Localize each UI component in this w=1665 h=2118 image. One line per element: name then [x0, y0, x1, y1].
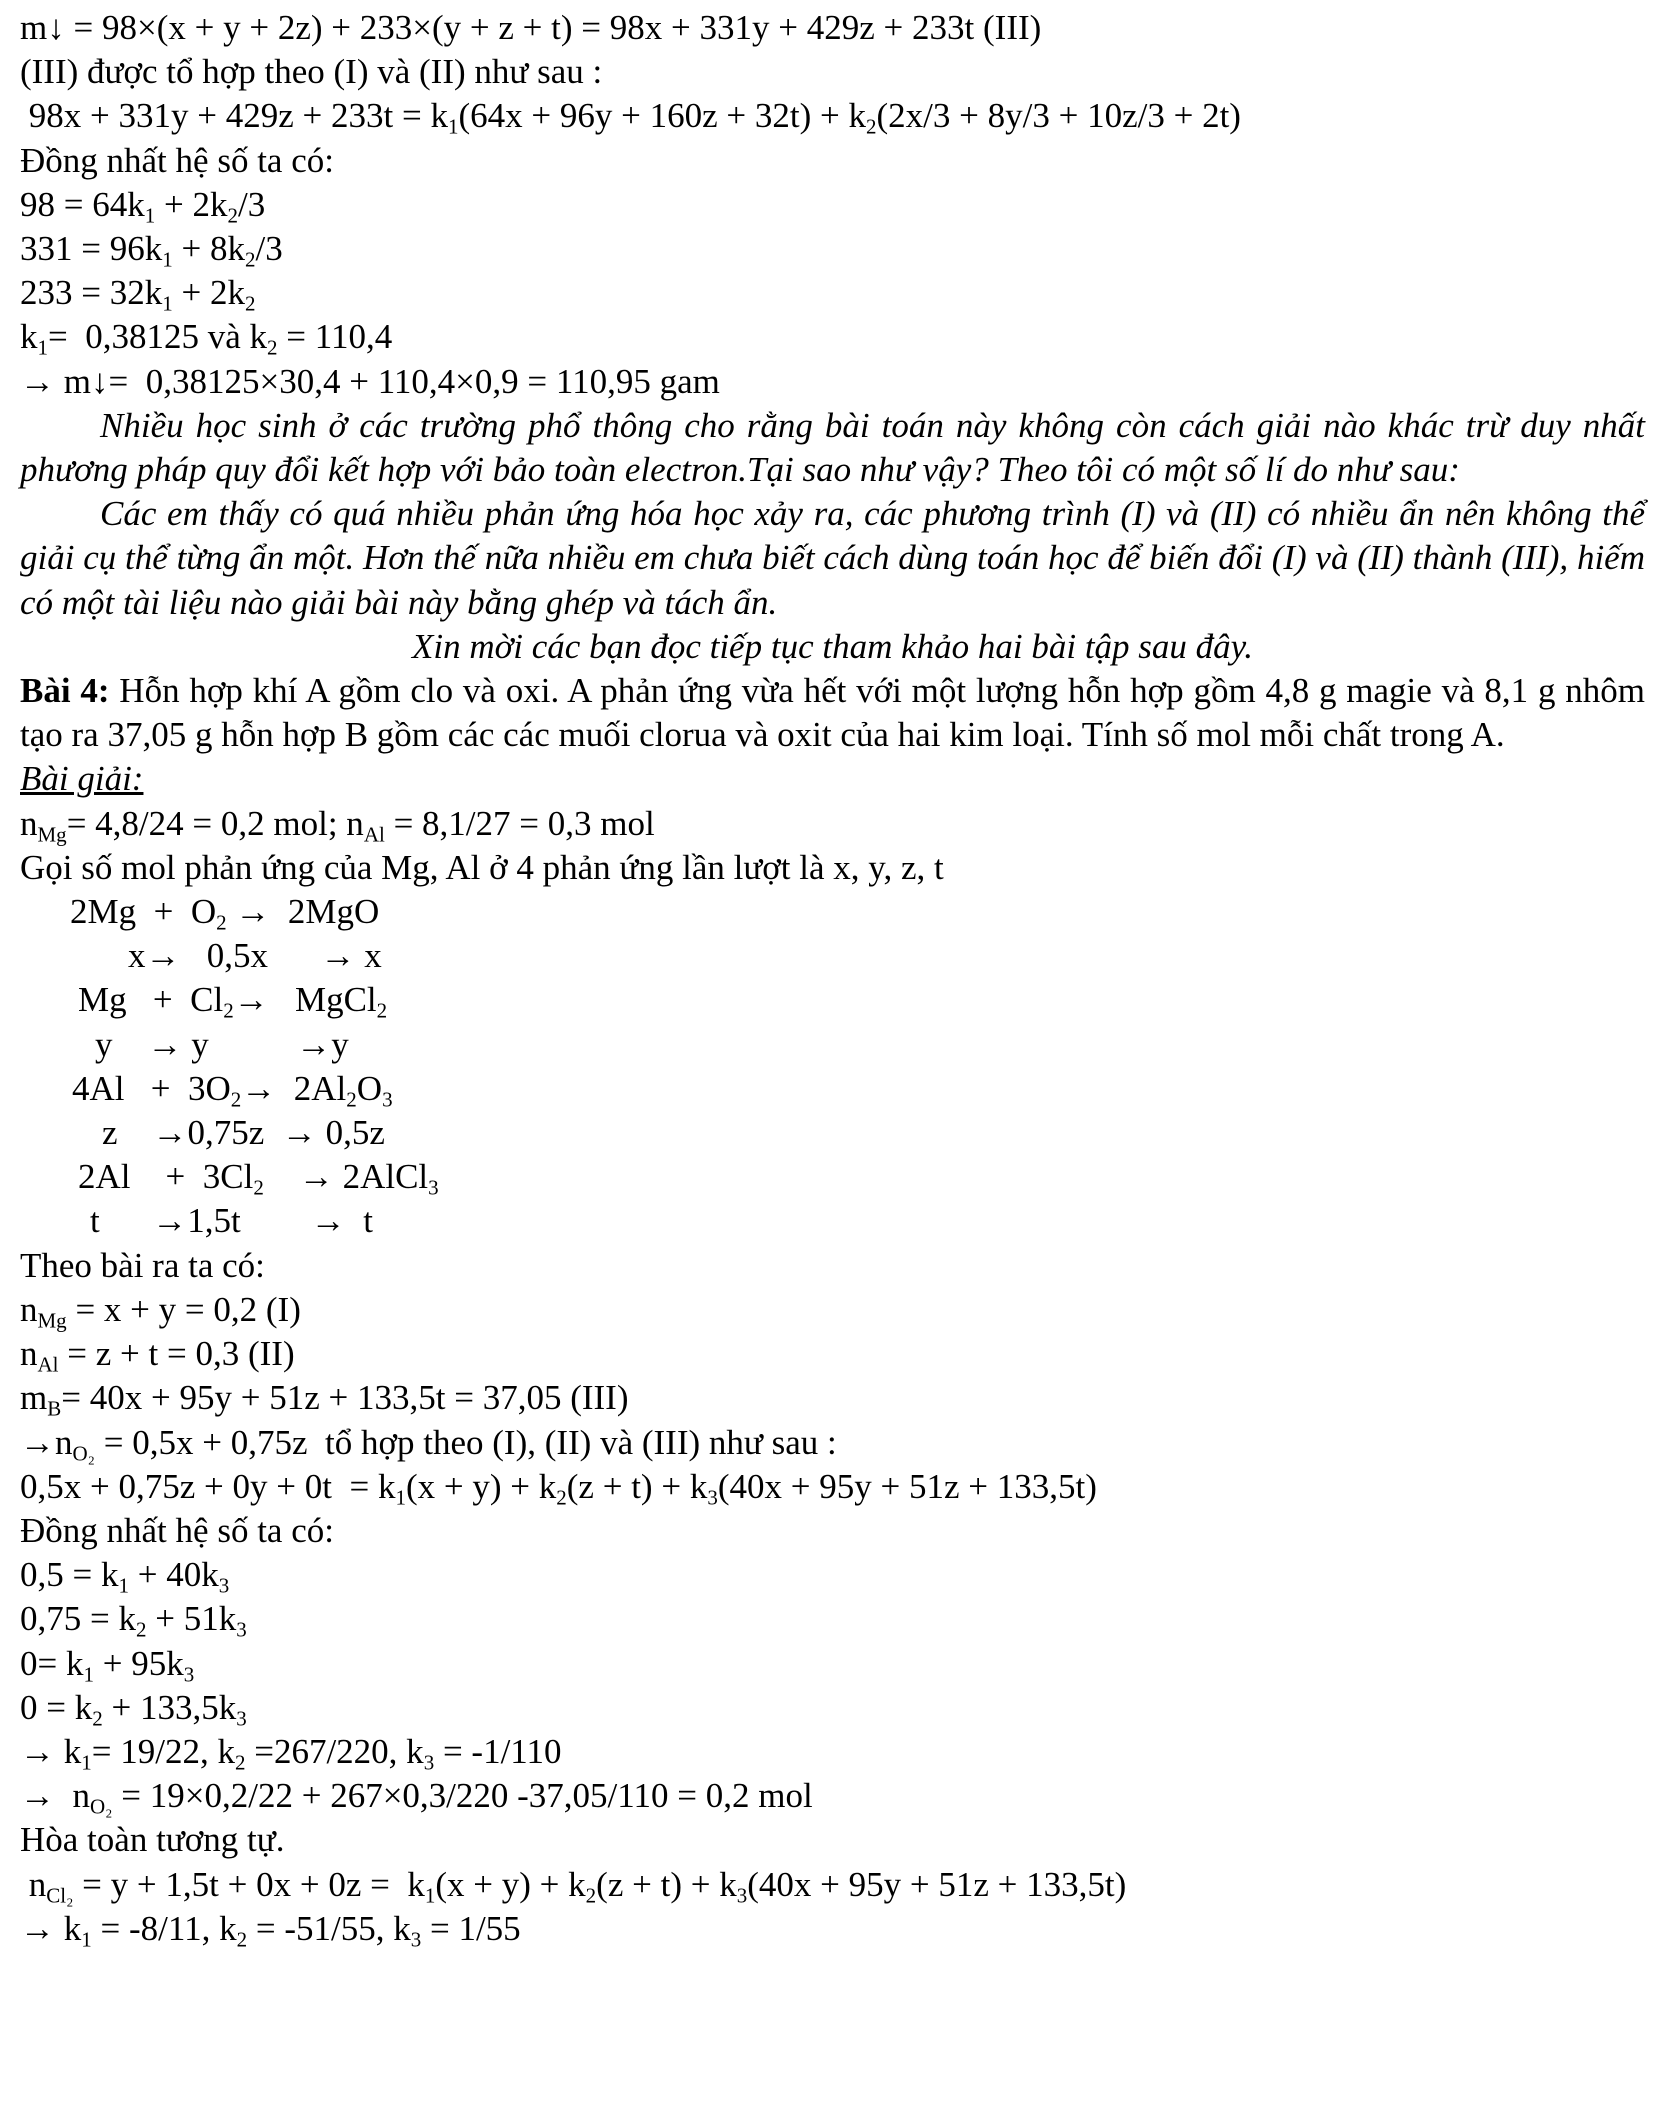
text-line: Hòa toàn tương tự.	[20, 1820, 285, 1860]
italic-paragraph: Nhiều học sinh ở các trường phổ thông cho rằng bài toán này không còn cách giải nào khác trừ duy nhất phương pháp quy đổi kết hợp với bảo toàn electron.Tại sao như vậy? Theo tôi có một số lí do như sau:	[20, 405, 1645, 490]
equation-line: $n_{Cl_2} = y + 1,5t + 0x + 0z = k_1(x + y) + k_2(z + t) + k_3(40x + 95y + 51z + 133,5t)$	[20, 1864, 1127, 1907]
result-line: → m↓= 0,38125×30,4 + 110,4×0,9 = 110,95 gam	[20, 361, 720, 401]
equation-line: → $k_1= 19/22$, $k_2 =267/220$, $k_3 = -1/110$	[20, 1731, 562, 1775]
reaction-3-moles: z →0,75z → 0,5z	[102, 1113, 385, 1153]
equation-line: $0,75 = k_2 + 51k_3$	[20, 1599, 247, 1642]
equation-line: $n_{Mg} = x + y = 0,2$ (I)	[20, 1289, 301, 1333]
equation-line: $k_1= 0,38125$ và $k_2 = 110,4$	[20, 317, 393, 360]
equation-line: $0,5x + 0,75z + 0y + 0t = k_1(x + y) + k_2(z + t) + k_3(40x + 95y + 51z + 133,5t)$	[20, 1466, 1097, 1509]
reaction-3: 4Al + $3O_2\to 2Al_2O_3$	[72, 1068, 393, 1112]
equation-line: $331 = 96k_1 + 8k_2/3$	[20, 229, 283, 272]
text-line: Đồng nhất hệ số ta có:	[20, 140, 334, 180]
reaction-1: $2Mg + O_2 \to 2MgO$	[70, 892, 380, 935]
equation-line: $0,5 = k_1 + 40k_3$	[20, 1555, 230, 1598]
equation-line: $\to n_{O_2} = 0,5x + 0,75z$ tổ hợp theo (I), (II) và (III) như sau :	[20, 1422, 837, 1465]
reaction-1-moles: x→ 0,5x → x	[128, 936, 382, 976]
solution-label: Bài giải:	[20, 759, 144, 799]
problem-statement: Bài 4: Hỗn hợp khí A gồm clo và oxi. A phản ứng vừa hết với một lượng hỗn hợp gồm 4,8 g magie và 8,1 g nhôm tạo ra 37,05 g hỗn hợp B gồm các các muối clorua và oxit của hai kim loại. Tính số mol mỗi chất trong A.	[20, 671, 1645, 755]
equation-line: $n_{Mg}= 4,8/24 = 0,2$ mol; $n_{Al} = 8,1/27 = 0,3$ mol	[20, 803, 655, 846]
result-line: → $k_1 = -8/11$, $k_2 = -51/55$, $k_3 = 1/55$	[20, 1908, 521, 1952]
document-page	[20, 6, 1645, 1951]
equation-line: $233 = 32k_1 + 2k_2$	[20, 273, 256, 316]
text-line: (III) được tổ hợp theo (I) và (II) như sau :	[20, 52, 603, 92]
text-line: m↓ = 98×(x + y + 2z) + 233×(y + z + t) = 98x + 331y + 429z + 233t (III)	[20, 8, 1042, 47]
reaction-2-moles: y → y →y	[95, 1024, 349, 1064]
equation-line: $m_B= 40x + 95y + 51z + 133,5t = 37,05$ (III)	[20, 1378, 629, 1421]
text-line: Theo bài ra ta có:	[20, 1245, 265, 1285]
reaction-2: Mg + $Cl_2\to$ MgCl$_2$	[78, 980, 388, 1023]
equation-line: $98x + 331y + 429z + 233t = k_1(64x + 96y + 160z + 32t) + k_2(2x/3 + 8y/3 + 10z/3 + 2t)$	[20, 96, 1241, 139]
italic-paragraph: Các em thấy có quá nhiều phản ứng hóa học xảy ra, các phương trình (I) và (II) có nhiều ẩn nên không thể giải cụ thể từng ẩn một. Hơn thế nữa nhiều em chưa biết cách dùng toán học để biến đổi (I) và (II) thành (III), hiếm có một tài liệu nào giải bài này bằng ghép và tách ẩn.	[20, 494, 1645, 622]
equation-line: $0= k_1 + 95k_3$	[20, 1643, 195, 1686]
text-line: Gọi số mol phản ứng của Mg, Al ở 4 phản ứng lần lượt là x, y, z, t	[20, 847, 944, 887]
invitation-line: Xin mời các bạn đọc tiếp tục tham khảo hai bài tập sau đây.	[411, 626, 1254, 666]
equation-line: $98 = 64k_1 + 2k_2/3$	[20, 184, 266, 228]
equation-line: $0 = k_2 + 133,5k_3$	[20, 1687, 247, 1731]
problem-label: Bài 4:	[20, 671, 110, 711]
equation-line: $n_{Al} = z + t = 0,3$ (II)	[20, 1334, 295, 1377]
reaction-4-moles: t →1,5t → t	[90, 1201, 373, 1241]
reaction-4: 2Al + $3Cl_2$ → 2AlCl$_3$	[78, 1157, 439, 1200]
text-line: Đồng nhất hệ số ta có:	[20, 1510, 334, 1550]
result-line: → $n_{O_2} = 19\times 0,2/22 + 267\times 0,3/220$ -37,05/110 = 0,2 mol	[20, 1776, 813, 1819]
